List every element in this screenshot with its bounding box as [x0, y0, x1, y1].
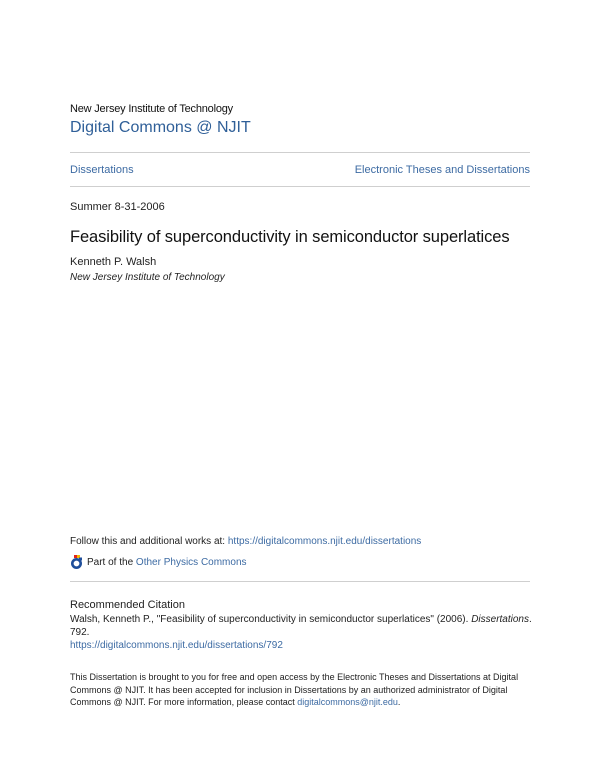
- bepress-network-icon: [70, 555, 84, 569]
- notice-end: .: [397, 697, 401, 707]
- follow-line: [70, 536, 421, 547]
- follow-link[interactable]: https://digitalcommons.njit.edu/dissertations: [227, 536, 422, 547]
- document-title: Feasibility of superconductivity in semiconductor superlatices: [70, 228, 510, 246]
- author-name: Kenneth P. Walsh: [70, 256, 157, 268]
- institution-name: New Jersey Institute of Technology: [70, 103, 233, 115]
- breadcrumb-etd[interactable]: Electronic Theses and Dissertations: [354, 164, 530, 176]
- divider-bottom: [70, 186, 530, 187]
- citation-text: Walsh, Kenneth P., "Feasibility of superconductivity in semiconductor superlatices" (2006).: [70, 614, 472, 625]
- citation-number: . 792.: [70, 614, 532, 638]
- other-physics-commons-link[interactable]: Other Physics Commons: [135, 556, 247, 568]
- repository-name: Digital Commons @ NJIT: [70, 119, 251, 136]
- citation-url[interactable]: https://digitalcommons.njit.edu/dissertations/792: [70, 640, 283, 651]
- notice-text: This Dissertation is brought to you for free and open access by the Electronic Theses and Dissertations at Digital Commons @ NJIT. It has been accepted for inclusion in Dissertations by an authorized administrator of Digital Commons @ NJIT. For more information, please contact: [70, 672, 519, 707]
- divider-citation: [70, 581, 530, 582]
- contact-email-link[interactable]: digitalcommons@njit.edu: [297, 697, 398, 707]
- citation-body: [70, 613, 540, 652]
- citation-heading: Recommended Citation: [70, 599, 185, 611]
- author-affiliation: New Jersey Institute of Technology: [70, 272, 225, 283]
- citation-series: Dissertations: [471, 614, 529, 625]
- publication-date: Summer 8-31-2006: [70, 201, 165, 213]
- breadcrumb-dissertations[interactable]: Dissertations: [70, 164, 134, 176]
- divider-top: [70, 152, 530, 153]
- access-notice: [70, 671, 535, 709]
- part-of-line: [70, 555, 247, 569]
- follow-prefix: Follow this and additional works at:: [70, 536, 228, 547]
- part-of-prefix: Part of the: [87, 556, 134, 568]
